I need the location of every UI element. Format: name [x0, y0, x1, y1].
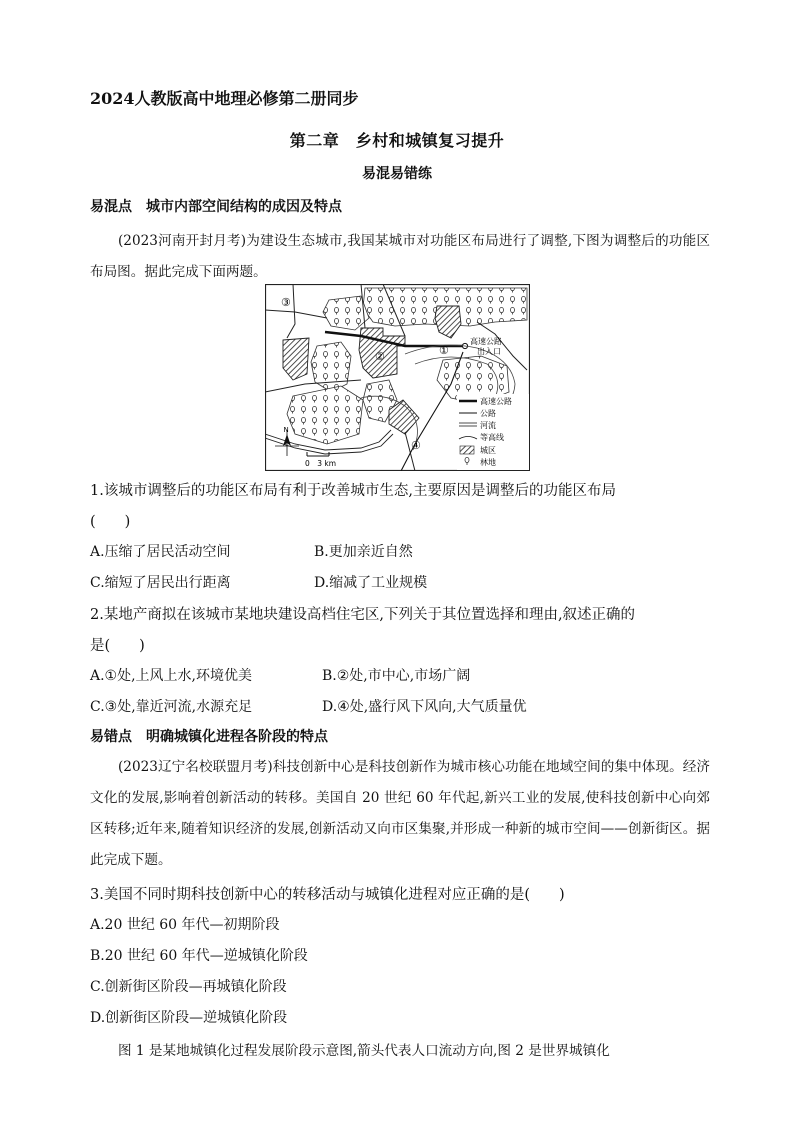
question-3-option-b[interactable]: B.20 世纪 60 年代—逆城镇化阶段	[90, 948, 308, 964]
legend-expressway: 高速公路	[480, 397, 512, 406]
forest-south	[287, 386, 363, 444]
area-label-4: ④	[411, 439, 421, 452]
legend-road: 公路	[480, 409, 496, 418]
area-label-1: ①	[439, 344, 449, 357]
question-1-blank: ( )	[90, 514, 131, 530]
question-2-option-c[interactable]: C.③处,靠近河流,水源充足	[90, 699, 253, 715]
point-title: 明确城镇化进程各阶段的特点	[146, 729, 328, 745]
point-heading-1	[90, 196, 342, 216]
passage-text: 图 1 是某地城镇化过程发展阶段示意图,箭头代表人口流动方向,图 2 是世界城镇化	[118, 1043, 610, 1059]
question-1-option-b[interactable]: B.更加亲近自然	[314, 544, 413, 560]
area-label-3: ③	[281, 296, 291, 309]
question-2-option-b[interactable]: B.②处,市中心,市场广阔	[322, 668, 471, 684]
entrance-label-line1: 高速公路	[470, 337, 502, 346]
entrance-label-line2: 出入口	[477, 347, 501, 356]
passage-source: (2023辽宁名校联盟月考)	[118, 759, 273, 775]
point-tag: 易错点	[90, 729, 132, 745]
book-title: 2024人教版高中地理必修第二册同步	[90, 89, 359, 108]
section-title: 易混易错练	[362, 166, 432, 182]
legend-contour: 等高线	[480, 433, 504, 442]
passage-1	[90, 226, 710, 288]
legend-urban: 城区	[480, 446, 496, 455]
question-1-option-c[interactable]: C.缩短了居民出行距离	[90, 575, 231, 591]
point-title: 城市内部空间结构的成因及特点	[146, 199, 342, 215]
question-3-option-d[interactable]: D.创新街区阶段—逆城镇化阶段	[90, 1010, 288, 1026]
area-label-2: ②	[375, 350, 385, 363]
passage-text: 科技创新中心是科技创新作为城市核心功能在地域空间的集中体现。经济文化的发展,影响着创新活动的转移。美国自 20 世纪 60 年代起,新兴工业的发展,使科技创新中心向郊区转移;近年来,随着知识经济的发展,创新活动又向市区集聚,并形成一种新的城市空间——创新街区。据此完成下题。	[90, 759, 711, 868]
map-legend	[457, 394, 529, 470]
legend-river: 河流	[480, 421, 496, 430]
question-3-option-c[interactable]: C.创新街区阶段—再城镇化阶段	[90, 979, 287, 995]
question-2-stem: 2.某地产商拟在该城市某地块建设高档住宅区,下列关于其位置选择和理由,叙述正确的	[90, 607, 636, 623]
question-3-stem: 3.美国不同时期科技创新中心的转移活动与城镇化进程对应正确的是( )	[90, 887, 565, 903]
city-layout-map	[265, 284, 530, 471]
point-tag: 易混点	[90, 199, 132, 215]
question-2-option-a[interactable]: A.①处,上风上水,环境优美	[90, 668, 253, 684]
question-1-stem: 1.该城市调整后的功能区布局有利于改善城市生态,主要原因是调整后的功能区布局	[90, 483, 616, 499]
question-1-option-a[interactable]: A.压缩了居民活动空间	[90, 544, 231, 560]
north-label: N	[283, 426, 289, 434]
chapter-title: 第二章 乡村和城镇复习提升	[289, 131, 505, 150]
question-1-option-d[interactable]: D.缩减了工业规模	[314, 575, 428, 591]
passage-source: (2023河南开封月考)	[118, 233, 247, 249]
question-2-stem-end: 是( )	[90, 638, 145, 654]
passage-3	[90, 1036, 710, 1067]
point-heading-2	[90, 726, 328, 746]
legend-forest: 林地	[480, 458, 496, 467]
passage-text: 为建设生态城市,我国某城市对功能区布局进行了调整,下图为调整后的功能区布局图。据此完成下面两题。	[90, 233, 711, 280]
question-3-option-a[interactable]: A.20 世纪 60 年代—初期阶段	[90, 917, 280, 933]
scale-label: 0 3 km	[305, 459, 337, 468]
question-2-option-d[interactable]: D.④处,盛行风下风向,大气质量优	[322, 699, 527, 715]
passage-2	[90, 752, 710, 876]
